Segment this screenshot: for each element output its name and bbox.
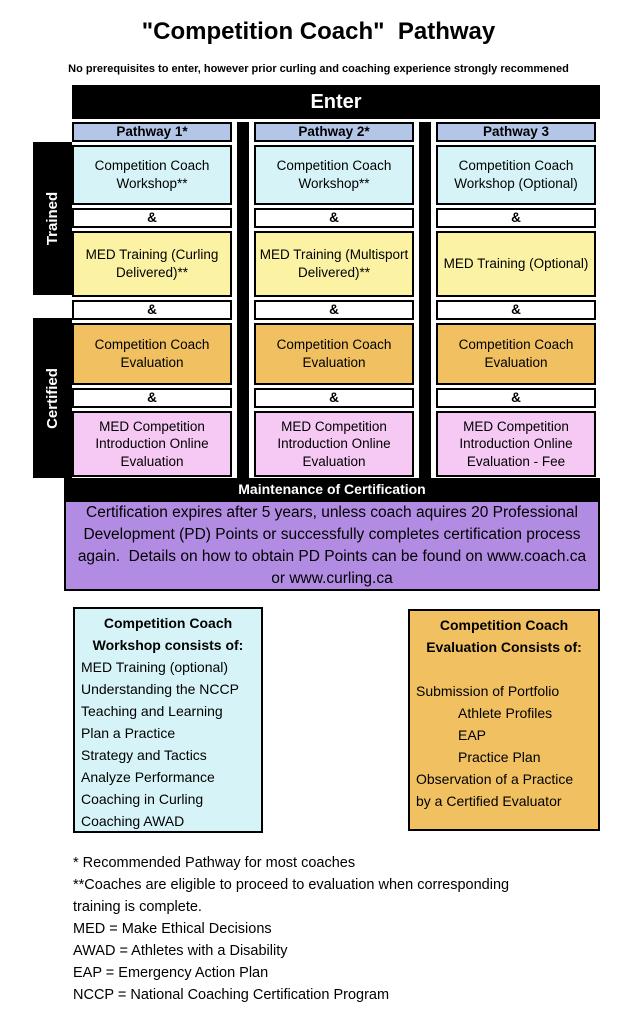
workshop-item: Coaching in Curling bbox=[81, 791, 204, 807]
and-connector: & bbox=[254, 388, 414, 408]
pathway-2-header: Pathway 2* bbox=[254, 122, 414, 142]
pathway-3-header: Pathway 3 bbox=[436, 122, 596, 142]
workshop-item: MED Training (optional) bbox=[81, 659, 229, 675]
pathway-2-workshop-box: Competition Coach Workshop** bbox=[254, 145, 414, 205]
and-connector: & bbox=[72, 208, 232, 228]
evaluation-item: Practice Plan bbox=[458, 749, 541, 765]
pathway-3-column bbox=[436, 122, 596, 477]
footnote: **Coaches are eligible to proceed to evaluation when corresponding training is complete. bbox=[73, 877, 510, 915]
maintenance-banner: Maintenance of Certification bbox=[64, 478, 600, 500]
pathway-3-med-competition-box: MED Competition Introduction Online Evaluation - Fee bbox=[436, 411, 596, 477]
pathway-2-evaluation-box: Competition Coach Evaluation bbox=[254, 323, 414, 385]
and-connector: & bbox=[436, 388, 596, 408]
pathway-2-med-training-box: MED Training (Multisport Delivered)** bbox=[254, 231, 414, 297]
column-separator bbox=[237, 122, 249, 478]
maintenance-details: Certification expires after 5 years, unless coach aquires 20 Professional Development (PD) Points or successfully completes certification process again. Details on how to obtain PD Points can be found on www.coach.ca or www.curling.ca bbox=[64, 500, 600, 591]
prerequisite-note: No prerequisites to enter, however prior curling and coaching experience strongly recommened bbox=[68, 63, 569, 75]
footnote: MED = Make Ethical Decisions bbox=[73, 921, 272, 937]
evaluation-item: Submission of Portfolio bbox=[416, 683, 560, 699]
and-connector: & bbox=[254, 208, 414, 228]
enter-label: Enter bbox=[310, 90, 362, 113]
evaluation-item: by a Certified Evaluator bbox=[416, 793, 562, 809]
evaluation-item: Athlete Profiles bbox=[458, 705, 553, 721]
pathway-3-evaluation-box: Competition Coach Evaluation bbox=[436, 323, 596, 385]
evaluation-contents-box: Competition Coach Evaluation Consists of: Submission of Portfolio Athlete Profiles EAP Practice Plan Observation of a Practice by a Certified Evaluator bbox=[408, 609, 600, 831]
and-connector: & bbox=[436, 300, 596, 320]
workshop-contents-title: Competition Coach bbox=[103, 615, 233, 631]
certified-stage-label: Certified bbox=[33, 318, 72, 478]
page-title: "Competition Coach" Pathway bbox=[141, 18, 496, 45]
and-connector: & bbox=[254, 300, 414, 320]
footnote: * Recommended Pathway for most coaches bbox=[73, 855, 356, 871]
and-connector: & bbox=[436, 208, 596, 228]
pathway-2-med-competition-box: MED Competition Introduction Online Evaluation bbox=[254, 411, 414, 477]
footnotes bbox=[73, 852, 551, 1006]
and-connector: & bbox=[72, 300, 232, 320]
footnote: NCCP = National Coaching Certification Program bbox=[73, 987, 390, 1003]
workshop-item: Understanding the NCCP bbox=[81, 681, 239, 697]
column-separator bbox=[419, 122, 431, 478]
pathway-3-med-training-box: MED Training (Optional) bbox=[436, 231, 596, 297]
pathway-1-column bbox=[72, 122, 232, 477]
workshop-item: Plan a Practice bbox=[81, 725, 176, 741]
workshop-item: Coaching AWAD bbox=[81, 813, 185, 829]
evaluation-item: Observation of a Practice bbox=[416, 771, 574, 787]
footnote: AWAD = Athletes with a Disability bbox=[73, 943, 288, 959]
workshop-item: Analyze Performance bbox=[81, 769, 215, 785]
footnote: EAP = Emergency Action Plan bbox=[73, 965, 269, 981]
pathway-2-column bbox=[254, 122, 414, 477]
pathway-3-workshop-box: Competition Coach Workshop (Optional) bbox=[436, 145, 596, 205]
pathway-1-med-competition-box: MED Competition Introduction Online Evaluation bbox=[72, 411, 232, 477]
enter-banner bbox=[72, 85, 600, 119]
workshop-item: Strategy and Tactics bbox=[81, 747, 207, 763]
and-connector: & bbox=[72, 388, 232, 408]
spacer bbox=[416, 658, 592, 680]
pathway-1-header: Pathway 1* bbox=[72, 122, 232, 142]
pathway-1-med-training-box: MED Training (Curling Delivered)** bbox=[72, 231, 232, 297]
evaluation-contents-title: Competition Coach bbox=[439, 617, 569, 633]
workshop-contents-box: Competition Coach Workshop consists of: MED Training (optional) Understanding the NCCP Teaching and Learning Plan a Practice Strategy and Tactics Analyze Performance Coaching in Curling Coaching AWAD bbox=[73, 607, 263, 833]
pathway-1-evaluation-box: Competition Coach Evaluation bbox=[72, 323, 232, 385]
evaluation-item: EAP bbox=[458, 727, 487, 743]
workshop-item: Teaching and Learning bbox=[81, 703, 223, 719]
trained-stage-label: Trained bbox=[33, 142, 72, 295]
pathway-1-workshop-box: Competition Coach Workshop** bbox=[72, 145, 232, 205]
